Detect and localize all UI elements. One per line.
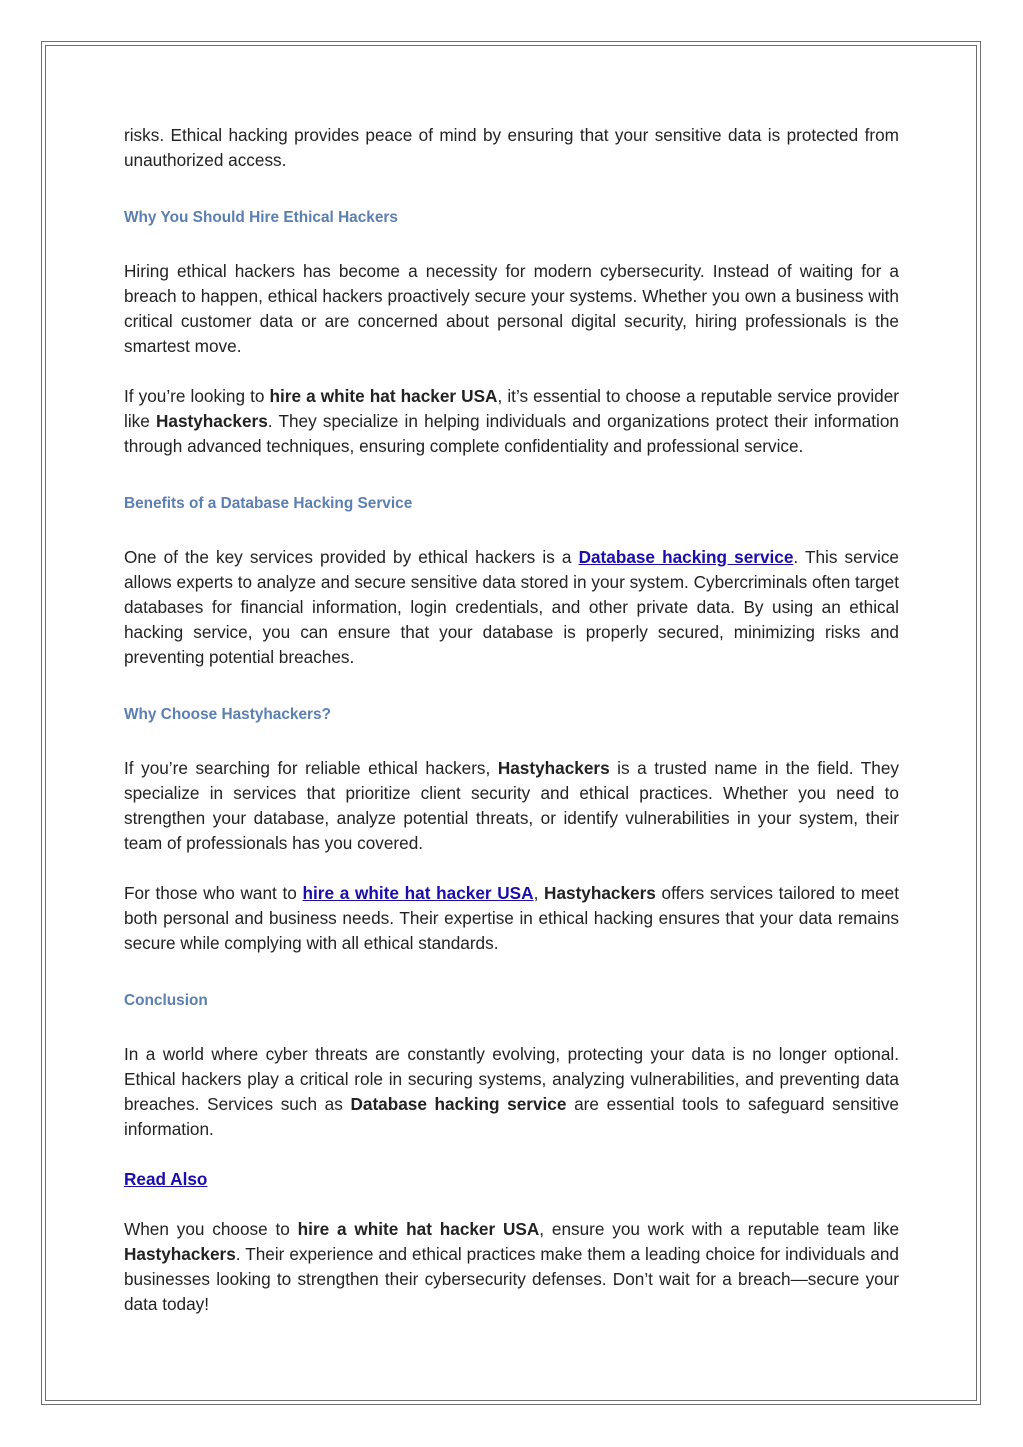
text-run: are essential tools to safeguard sensitive information. xyxy=(124,1094,899,1139)
text-run: For those who want to xyxy=(124,883,303,903)
text-run: . They specialize in helping individuals and organizations protect their information through advanced techniques, ensuring complete confidentiality and professional service. xyxy=(124,411,899,456)
bold-brand: Hastyhackers xyxy=(497,758,610,778)
document-body xyxy=(124,123,899,1317)
text-run: offers services tailored to meet both personal and business needs. Their expertise in ethical hacking ensures that your data remains secure while complying with all ethical standards. xyxy=(124,883,899,953)
text-run: is a trusted name in the field. They specialize in services that prioritize client security and ethical practices. Whether you need to strengthen your database, analyze potential threats, or identify vulnerabilities in your system, their team of professionals has you covered. xyxy=(124,758,899,853)
text-run: When you choose to xyxy=(124,1219,298,1239)
text-run: In a world where cyber threats are constantly evolving, protecting your data is no longer optional. Ethical hackers play a critical role in securing systems, analyzing vulnerabilities, and preventing data breaches. Services such as xyxy=(124,1044,899,1114)
database-hacking-service-link[interactable]: Database hacking service xyxy=(578,547,794,567)
conclusion-paragraph-1 xyxy=(124,1042,899,1142)
text-run: If you’re looking to xyxy=(124,386,270,406)
why-choose-paragraph-1 xyxy=(124,756,899,856)
benefits-paragraph xyxy=(124,545,899,670)
bold-brand: Hastyhackers xyxy=(544,883,656,903)
heading-benefits: Benefits of a Database Hacking Service xyxy=(124,495,413,512)
heading-why-choose: Why Choose Hastyhackers? xyxy=(124,706,331,723)
hire-white-hat-hacker-link[interactable]: hire a white hat hacker USA xyxy=(302,883,534,903)
bold-brand: Hastyhackers xyxy=(156,411,268,431)
bold-phrase: hire a white hat hacker USA xyxy=(269,386,498,406)
text-run: One of the key services provided by ethical hackers is a xyxy=(124,547,579,567)
why-choose-paragraph-2 xyxy=(124,881,899,956)
read-also-line xyxy=(124,1167,899,1192)
heading-why-hire: Why You Should Hire Ethical Hackers xyxy=(124,209,398,226)
bold-phrase: hire a white hat hacker USA xyxy=(297,1219,540,1239)
text-run: , xyxy=(533,883,545,903)
read-also-link[interactable]: Read Also xyxy=(124,1169,208,1189)
text-run: . This service allows experts to analyze and secure sensitive data stored in your system. Cybercriminals often target databases for financial information, login credentials, and other private data. By using an ethical hacking service, you can ensure that your database is properly secured, minimizing risks and preventing potential breaches. xyxy=(124,547,899,667)
intro-paragraph: risks. Ethical hacking provides peace of mind by ensuring that your sensitive data is protected from unauthorized access. xyxy=(124,125,899,170)
text-run: . Their experience and ethical practices make them a leading choice for individuals and businesses looking to strengthen their cybersecurity defenses. Don’t wait for a breach—secure your data today! xyxy=(124,1244,899,1314)
bold-phrase: Database hacking service xyxy=(350,1094,567,1114)
text-run: If you’re searching for reliable ethical hackers, xyxy=(124,758,498,778)
why-hire-paragraph-2 xyxy=(124,384,899,459)
text-run: , it’s essential to choose a reputable service provider like xyxy=(124,386,900,431)
text-run: , ensure you work with a reputable team like xyxy=(539,1219,900,1239)
why-hire-paragraph-1: Hiring ethical hackers has become a necessity for modern cybersecurity. Instead of waiting for a breach to happen, ethical hackers proactively secure your systems. Whether you own a business with critical customer data or are concerned about personal digital security, hiring professionals is the smartest move. xyxy=(124,261,899,356)
bold-brand: Hastyhackers xyxy=(124,1244,236,1264)
conclusion-paragraph-2 xyxy=(124,1217,899,1317)
heading-conclusion: Conclusion xyxy=(124,992,208,1009)
